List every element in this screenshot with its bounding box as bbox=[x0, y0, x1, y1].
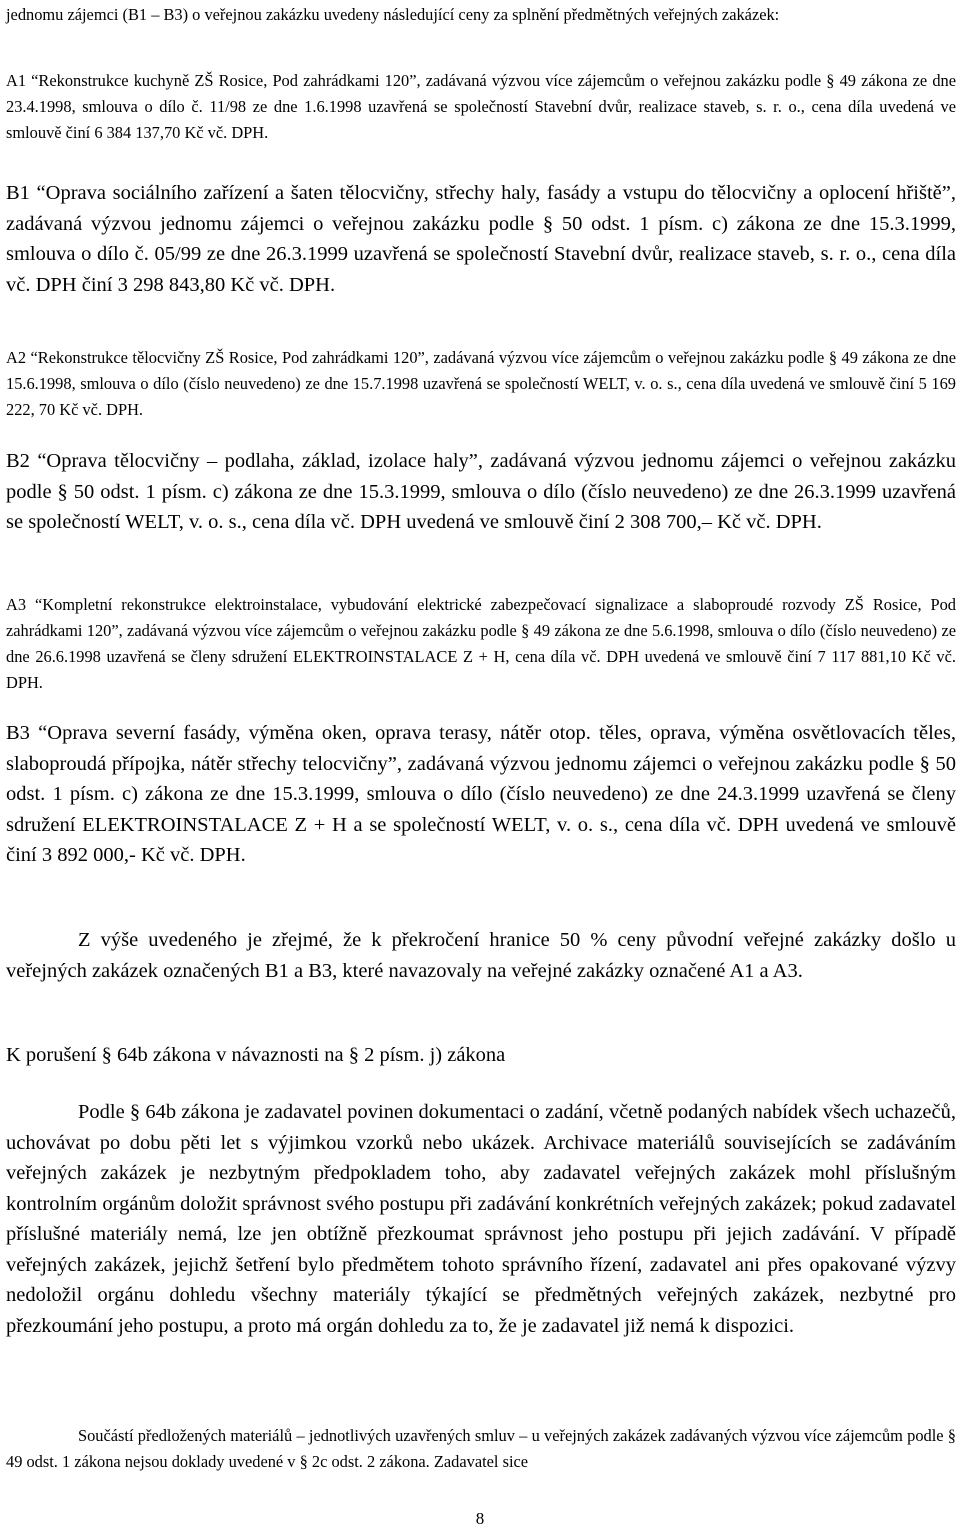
item-a1: A1 “Rekonstrukce kuchyně ZŠ Rosice, Pod zahrádkami 120”, zadávaná výzvou více zájemcům o veřejnou zakázku podle § 49 zákona ze dne 23.4.1998, smlouva o dílo č. 11/98 ze dne 1.6.1998 uzavřená se společností Stavební dvůr, realizace staveb, s. r. o., cena díla uvedená ve smlouvě činí 6 384 137,70 Kč vč. DPH. bbox=[6, 71, 956, 142]
final-paragraph: Součástí předložených materiálů – jednotlivých uzavřených smluv – u veřejných zakázek zadávaných výzvou více zájemcům podle § 49 odst. 1 zákona nejsou doklady uvedené v § 2c odst. 2 zákona. Zadavatel sice bbox=[6, 1426, 956, 1471]
item-b2: B2 “Oprava tělocvičny – podlaha, základ, izolace haly”, zadávaná výzvou jednomu zájemci o veřejnou zakázku podle § 50 odst. 1 písm. c) zákona ze dne 15.3.1999, smlouva o dílo (číslo neuvedeno) ze dne 26.3.1999 uzavřená se společností WELT, v. o. s., cena díla vč. DPH uvedená ve smlouvě činí 2 308 700,– Kč vč. DPH. bbox=[6, 450, 956, 533]
item-b3: B3 “Oprava severní fasády, výměna oken, oprava terasy, nátěr otop. těles, oprava, výměna osvětlovacích těles, slaboproudá přípojka, nátěr střechy telocvičny”, zadávaná výzvou jednomu zájemci o veřejnou zakázku podle § 50 odst. 1 písm. c) zákona ze dne 15.3.1999, smlouva o dílo (číslo neuvedeno) ze dne 24.3.1999 uzavřená se členy sdružení ELEKTROINSTALACE Z + H a se společností WELT, v. o. s., cena díla vč. DPH uvedená ve smlouvě činí 3 892 000,- Kč vč. DPH. bbox=[6, 722, 956, 866]
item-a3: A3 “Kompletní rekonstrukce elektroinstalace, vybudování elektrické zabezpečovací signalizace a slaboproudé rozvody ZŠ Rosice, Pod zahrádkami 120”, zadávaná výzvou více zájemcům o veřejnou zakázku podle § 49 zákona ze dne 5.6.1998, smlouva o dílo (číslo neuvedeno) ze dne 26.6.1998 uzavřená se členy sdružení ELEKTROINSTALACE Z + H, cena díla vč. DPH uvedená ve smlouvě činí 7 117 881,10 Kč vč. DPH. bbox=[6, 595, 956, 692]
conclusion-paragraph: Z výše uvedeného je zřejmé, že k překročení hranice 50 % ceny původní veřejné zakázky došlo u veřejných zakázek označených B1 a B3, které navazovaly na veřejné zakázky označené A1 a A3. bbox=[6, 929, 956, 982]
body-paragraph: Podle § 64b zákona je zadavatel povinen dokumentaci o zadání, včetně podaných nabídek všech uchazečů, uchovávat po dobu pěti let s výjimkou vzorků nebo ukázek. Archivace materiálů souvisejících se zadáváním veřejných zakázek je nezbytným předpokladem toho, aby zadavatel veřejných zakázek mohl příslušným kontrolním orgánům doložit správnost svého postupu při zadávání konkrétních veřejných zakázek; pokud zadavatel příslušné materiály nemá, lze jen obtížně přezkoumat správnost jeho postupu při jejich zadávání. V případě veřejných zakázek, jejichž šetření bylo předmětem tohoto správního řízení, zadavatel ani přes opakované výzvy nedoložil orgánu dohledu všechny materiály týkající se předmětných veřejných zakázek, nezbytné pro přezkoumání jeho postupu, a proto má orgán dohledu za to, že je zadavatel již nemá k dispozici. bbox=[6, 1101, 956, 1337]
section-heading: K porušení § 64b zákona v návaznosti na § 2 písm. j) zákona bbox=[6, 1044, 506, 1066]
item-a2: A2 “Rekonstrukce tělocvičny ZŠ Rosice, Pod zahrádkami 120”, zadávaná výzvou více zájemcům o veřejnou zakázku podle § 49 zákona ze dne 15.6.1998, smlouva o dílo (číslo neuvedeno) ze dne 15.7.1998 uzavřená se společností WELT, v. o. s., cena díla uvedená ve smlouvě činí 5 169 222, 70 Kč vč. DPH. bbox=[6, 348, 956, 419]
intro-paragraph: jednomu zájemci (B1 – B3) o veřejnou zakázku uvedeny následující ceny za splnění předmětných veřejných zakázek: bbox=[6, 5, 780, 24]
item-b1: B1 “Oprava sociálního zařízení a šaten tělocvičny, střechy haly, fasády a vstupu do tělocvičny a oplocení hřiště”, zadávaná výzvou jednomu zájemci o veřejnou zakázku podle § 50 odst. 1 písm. c) zákona ze dne 15.3.1999, smlouva o dílo č. 05/99 ze dne 26.3.1999 uzavřená se společností Stavební dvůr, realizace staveb, s. r. o., cena díla vč. DPH činí 3 298 843,80 Kč vč. DPH. bbox=[6, 182, 956, 296]
page-number: 8 bbox=[475, 1509, 485, 1528]
